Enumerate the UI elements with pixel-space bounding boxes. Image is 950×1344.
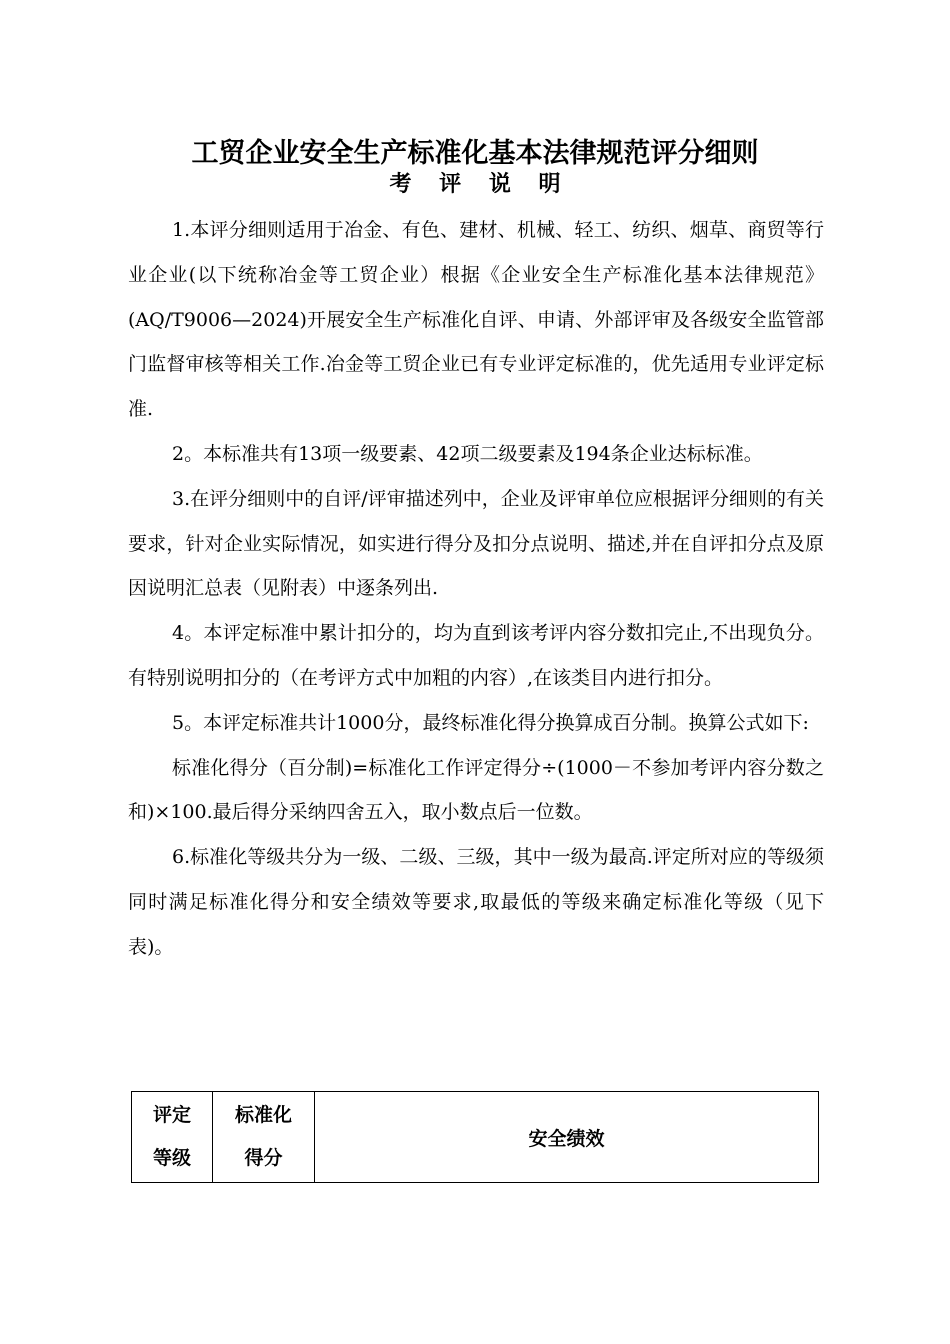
paragraph-4: 4。本评定标准中累计扣分的，均为直到该考评内容分数扣完止,不出现负分。有特别说明扣分的（在考评方式中加粗的内容）,在该类目内进行扣分。 [128,622,824,689]
header-grade-level [132,1092,213,1183]
paragraph-5: 5。本评定标准共计1000分，最终标准化得分换算成百分制。换算公式如下: [172,711,809,734]
paragraph-6: 6.标准化等级共分为一级、二级、三级，其中一级为最高.评定所对应的等级须同时满足标准化得分和安全绩效等要求,取最低的等级来确定标准化等级（见下表)。 [128,846,824,958]
header-score-line2: 得分 [244,1147,283,1169]
table-header-row [132,1092,819,1183]
grade-table [131,1091,819,1183]
paragraph-formula: 标准化得分（百分制)=标准化工作评定得分÷(1000－不参加考评内容分数之和)×100.最后得分采纳四舍五入，取小数点后一位数。 [128,756,824,824]
document-subtitle: 考 评 说 明 [389,172,571,197]
header-score-line1: 标准化 [234,1104,292,1126]
header-standard-score [213,1092,315,1183]
paragraph-1: 1.本评分细则适用于冶金、有色、建材、机械、轻工、纺织、烟草、商贸等行业企业(以下统称冶金等工贸企业）根据《企业安全生产标准化基本法律规范》(AQ/T9006—2024)开展安全生产标准化自评、申请、外部评审及各级安全监管部门监督审核等相关工作.冶金等工贸企业已有专业评定标准的，优先适用专业评定标准. [128,219,824,421]
header-grade-line1: 评定 [152,1104,191,1126]
document-body [128,208,824,970]
header-safety-performance: 安全绩效 [315,1092,819,1183]
document-title: 工贸企业安全生产标准化基本法律规范评分细则 [191,138,759,169]
paragraph-3: 3.在评分细则中的自评/评审描述列中，企业及评审单位应根据评分细则的有关要求，针对企业实际情况，如实进行得分及扣分点说明、描述,并在自评扣分点及原因说明汇总表（见附表）中逐条列出. [128,487,824,600]
header-grade-line2: 等级 [152,1147,191,1169]
paragraph-2: 2。本标准共有13项一级要素、42项二级要素及194条企业达标标准。 [172,442,763,465]
